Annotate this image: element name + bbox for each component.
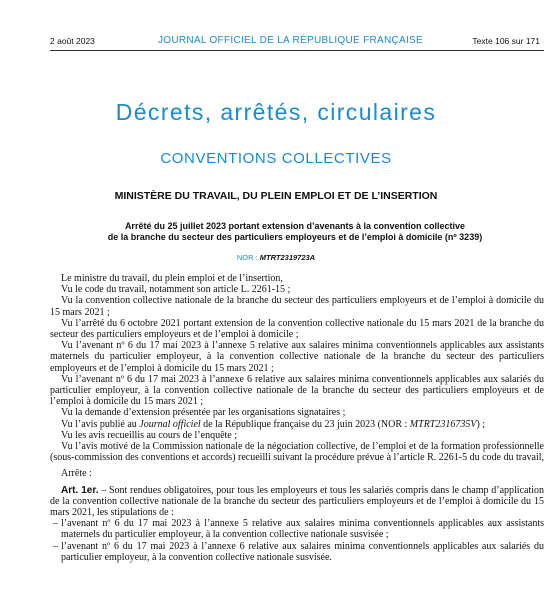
- article-1: [50, 485, 544, 519]
- visa-7-text-a: Vu l’avis publié au: [61, 418, 140, 430]
- rubric-heading: Décrets, arrêtés, circulaires: [115, 99, 437, 125]
- article-1-label: Art. 1er.: [61, 484, 99, 496]
- nor-code: MTRT2319723A: [259, 253, 316, 262]
- visa-7-text-e: ) ;: [476, 418, 486, 430]
- decree-title: [56, 221, 534, 243]
- paragraph-visa-1: Vu le code du travail, notamment son article L. 2261-15 ;: [61, 284, 291, 296]
- decree-title-line-1: Arrêté du 25 juillet 2023 portant extension d’avenants à la convention collective: [124, 221, 466, 231]
- nor-reference: [0, 253, 552, 262]
- journal-officiel-italic: Journal officiel: [139, 418, 201, 430]
- text-reference: Texte 106 sur 171: [472, 36, 540, 46]
- decree-title-line-2: de la branche du secteur des particuliers employeurs et de l’emploi à domicile (nº 3239): [107, 232, 483, 242]
- article-1-item-2-text: l’avenant nº 6 du 17 mai 2023 à l’annexe 6 relative aux salaires minima conventionnels applicables aux salariés du particulier employeur, à la convention collective nationale susvisée.: [61, 540, 544, 563]
- paragraph-visa-3: Vu l’arrêté du 6 octobre 2021 portant extension de la convention collective nationale du 15 mars 2021 de la branche du secteur des particuliers employeurs et de l’emploi à domicile ;: [50, 317, 544, 341]
- paragraph-visa-2: Vu la convention collective nationale de la branche du secteur des particuliers employeurs et de l’emploi à domicile du 15 mars 2021 ;: [50, 295, 544, 318]
- publication-date: 2 août 2023: [50, 36, 95, 46]
- page-header: [50, 34, 542, 48]
- paragraph-visa-6: Vu la demande d’extension présentée par les organisations signataires ;: [61, 407, 346, 419]
- paragraph-arrete: Arrête :: [61, 468, 92, 480]
- paragraph-visa-4: Vu l’avenant nº 6 du 17 mai 2023 à l’annexe 5 relative aux salaires minima conventionnels applicables aux assistants maternels du particulier employeur, à la convention collective nationale de la branche du secteur des particuliers employeurs et de l’emploi à domicile du 15 mars 2021 ;: [50, 340, 544, 374]
- paragraph-visa-9: Vu l’avis motivé de la Commission nationale de la négociation collective, de l’emploi et de la formation professionnelle (sous-commission des conventions et accords) recueilli suivant la procédure prévue à l’article R. 2261-5 du code du travail,: [50, 441, 545, 464]
- ministry-heading: MINISTÈRE DU TRAVAIL, DU PLEIN EMPLOI ET DE L’INSERTION: [114, 190, 438, 202]
- section-heading: CONVENTIONS COLLECTIVES: [160, 150, 392, 167]
- paragraph-minister: Le ministre du travail, du plein emploi et de l’insertion,: [61, 273, 283, 284]
- nor-label: NOR :: [236, 253, 260, 262]
- paragraph-visa-8: Vu les avis recueillis au cours de l’enquête ;: [61, 429, 238, 441]
- decree-body: [50, 273, 544, 563]
- article-1-item-1: – l’avenant nº 6 du 17 mai 2023 à l’annexe 5 relative aux salaires minima conventionnels applicables aux assistants maternels du particulier employeur, à la convention collective nationale susvisée ;: [53, 518, 544, 541]
- visa-7-nor-code: MTRT2316735V: [409, 418, 477, 430]
- article-1-item-1-text: l’avenant nº 6 du 17 mai 2023 à l’annexe 5 relative aux salaires minima conventionnels applicables aux assistants maternels du particulier employeur, à la convention collective nationale susvisée ;: [61, 518, 544, 541]
- paragraph-visa-7: [50, 419, 544, 430]
- header-divider: [50, 50, 544, 51]
- article-1-text: – Sont rendues obligatoires, pour tous les employeurs et tous les salariés compris dans le champ d’application de la convention collective nationale de la branche du secteur des particuliers employeurs et de l’emploi à domicile du 15 mars 2021, les stipulations de :: [50, 484, 544, 519]
- paragraph-visa-5: Vu l’avenant nº 6 du 17 mai 2023 à l’annexe 6 relative aux salaires minima conventionnels applicables aux salariés du particulier employeur, à la convention collective nationale de la branche du secteur des particuliers employeurs et de l’emploi à domicile du 15 mars 2021 ;: [50, 373, 544, 408]
- article-1-item-2: – l’avenant nº 6 du 17 mai 2023 à l’annexe 6 relative aux salaires minima conventionnels applicables aux salariés du particulier employeur, à la convention collective nationale susvisée.: [53, 540, 544, 563]
- visa-7-text-c: de la République française du 23 juin 2023 (NOR :: [200, 418, 410, 430]
- journal-title: JOURNAL OFFICIEL DE LA RÉPUBLIQUE FRANÇAISE: [158, 35, 423, 46]
